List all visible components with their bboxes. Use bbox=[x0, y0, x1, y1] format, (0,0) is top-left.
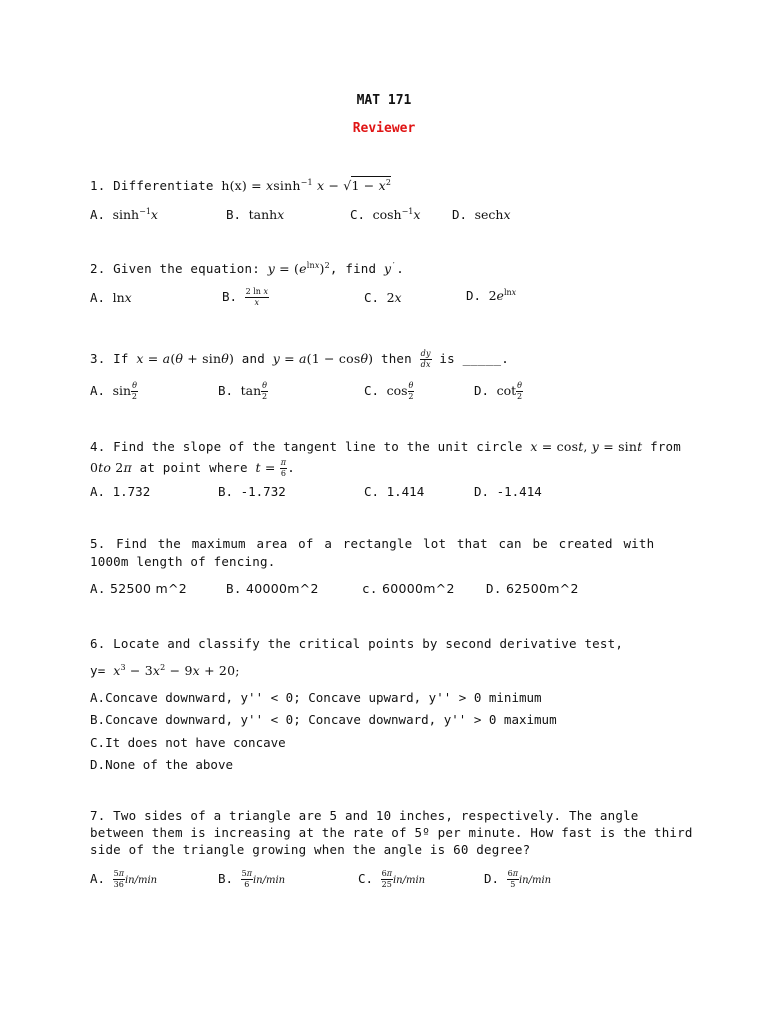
question-7-option-c[interactable]: C. $\frac{6\pi}{25}$ in/min bbox=[358, 869, 426, 889]
question-6-option-b[interactable]: B.Concave downward, y'' < 0; Concave downward, y'' > 0 maximum bbox=[90, 712, 557, 727]
question-5-option-d[interactable]: D. 62500m^2 bbox=[486, 581, 579, 596]
question-3-stem: 3. If x = a(θ + sinθ) and y = a(1 − cosθ) then $\frac{dy}{dx}$ is _____. bbox=[90, 349, 509, 369]
question-1-option-c[interactable]: C. $\cosh^{-1}x$ bbox=[350, 207, 421, 222]
document-subtitle: Reviewer bbox=[352, 121, 416, 136]
question-2-option-c[interactable]: C. 2x bbox=[364, 290, 402, 305]
question-7-option-d[interactable]: D. $\frac{6\pi}{5}$ in/min bbox=[484, 869, 552, 889]
question-2-option-b[interactable]: B. $\frac{\text{2 ln x}}{x}$ bbox=[222, 287, 268, 307]
question-6-line-1: 6. Locate and classify the critical points by second derivative test, bbox=[90, 636, 624, 651]
question-4-line-1: 4. Find the slope of the tangent line to the unit circle x = cost, y = sint from bbox=[90, 439, 682, 454]
question-7-option-a[interactable]: A. $\frac{5\pi}{36}$ in/min bbox=[90, 869, 158, 889]
question-1-option-a[interactable]: A. $\sinh^{-1}x$ bbox=[90, 207, 158, 222]
question-1-option-b[interactable]: B. tanhx bbox=[226, 207, 285, 222]
question-2-option-a[interactable]: A. lnx bbox=[90, 290, 132, 305]
question-7-option-b[interactable]: B. $\frac{5\pi}{6}$ in/min bbox=[218, 869, 286, 889]
question-7-line-2: between them is increasing at the rate of 5º per minute. How fast is the third bbox=[90, 825, 693, 840]
question-1-stem: 1. Differentiate h(x) = xsinh$^{-1}$ $x - √1 - x^2$ bbox=[90, 178, 392, 193]
question-1-option-d[interactable]: D. sechx bbox=[452, 207, 511, 222]
question-1-expression: h(x) = xsinh$^{-1}$ $x - √1 - x^2$ bbox=[221, 178, 392, 193]
question-3-option-d[interactable]: D. cot $\frac{\theta}{2}$ bbox=[474, 381, 523, 401]
question-2-option-d[interactable]: D. $2e^{lnx}$ bbox=[466, 288, 517, 303]
question-6-option-d[interactable]: D.None of the above bbox=[90, 757, 233, 772]
question-6-equation: $y= x^3 - 3x^2 - 9x + 20$; bbox=[90, 663, 240, 678]
question-4-option-a[interactable]: A. 1.732 bbox=[90, 484, 151, 499]
question-4-line-2: 0to 2π at point where t = $\frac{\pi}{6}$ . bbox=[90, 458, 295, 478]
question-2-expression: $y = (e^{lnx})^2$ bbox=[267, 261, 330, 276]
question-5-option-a[interactable]: A. 52500 m^2 bbox=[90, 581, 187, 596]
question-4-option-b[interactable]: B. -1.732 bbox=[218, 484, 286, 499]
question-6-option-c[interactable]: C.It does not have concave bbox=[90, 735, 286, 750]
question-3-option-a[interactable]: A. sin $\frac{\theta}{2}$ bbox=[90, 381, 138, 401]
question-3-option-b[interactable]: B. tan $\frac{\theta}{2}$ bbox=[218, 381, 268, 401]
question-2-stem: 2. Given the equation: $y = (e^{lnx})^2$, find y′. bbox=[90, 261, 405, 276]
question-5-option-b[interactable]: B. 40000m^2 bbox=[226, 581, 319, 596]
question-4-option-d[interactable]: D. -1.414 bbox=[474, 484, 542, 499]
question-7-line-3: side of the triangle growing when the angle is 60 degree? bbox=[90, 842, 531, 857]
question-6-option-a[interactable]: A.Concave downward, y'' < 0; Concave upward, y'' > 0 minimum bbox=[90, 690, 542, 705]
question-5-line-1: 5. Find the maximum area of a rectangle lot that can be created with bbox=[90, 536, 655, 551]
question-3-option-c[interactable]: C. cos $\frac{\theta}{2}$ bbox=[364, 381, 414, 401]
question-5-option-c[interactable]: c. 60000m^2 bbox=[362, 581, 455, 596]
question-7-line-1: 7. Two sides of a triangle are 5 and 10 inches, respectively. The angle bbox=[90, 808, 639, 823]
question-5-line-2: 1000m length of fencing. bbox=[90, 554, 276, 569]
document-title: MAT 171 bbox=[356, 93, 412, 108]
question-4-option-c[interactable]: C. 1.414 bbox=[364, 484, 425, 499]
